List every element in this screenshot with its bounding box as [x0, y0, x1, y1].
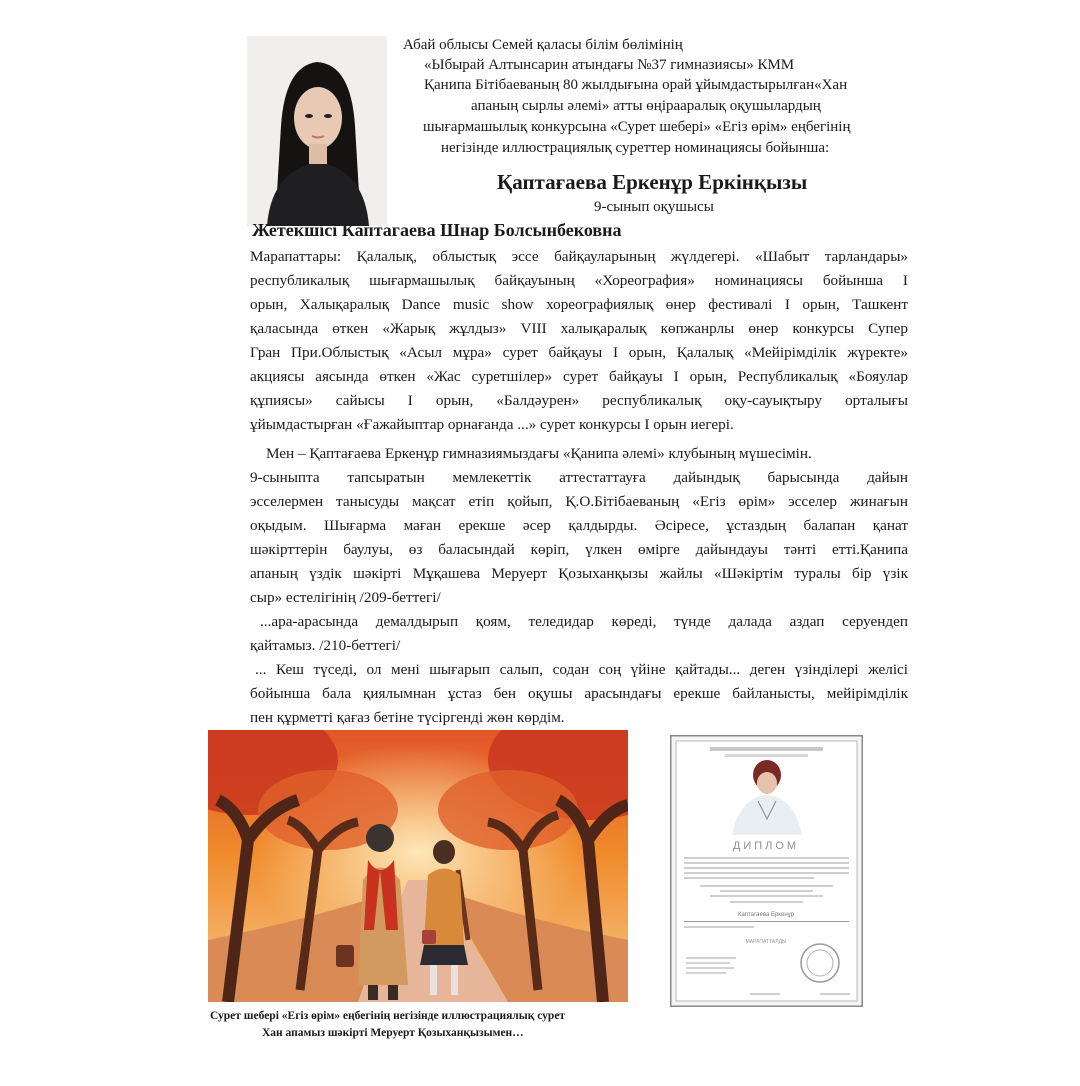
caption-line-2: Хан апамыз шәкірті Меруерт Қозыханқызымен… [262, 1027, 524, 1039]
essay-quote: ... Кеш түседі, ол мені шығарып салып, содан соң үйіне қайтады... деген үзінділері желісі [255, 661, 908, 678]
essay-intro: Мен – Қаптағаева Еркенұр гимназиямыздағы «Қанипа әлемі» клубының мүшесімін. [266, 445, 812, 462]
mentor-name: Жетекшісі Каптагаева Шнар Болсынбековна [252, 220, 622, 240]
essay-line: сыр» естелігінің /209-беттегі/ [250, 589, 441, 606]
header-line-6: негізінде иллюстрациялық суреттер номинациясы бойынша: [441, 140, 830, 156]
diploma-section: МАРАПАТТАЛДЫ [745, 939, 787, 945]
header-line-2: «Ыбырай Алтынсарин атындағы №37 гимназиясы» КММ [424, 57, 795, 73]
header-line-4: апаның сырлы әлемі» атты өңірааралық оқушылардың [471, 98, 821, 114]
essay-line: апаның үздік шәкірті Мұқашева Меруерт Қозыханқызы жайлы «Шәкіртім туралы бір үзік [250, 565, 908, 582]
awards-line: ұйымдастырған «Ғажайыптар орнағанда ...» сурет конкурсы I орын иегері. [250, 416, 734, 433]
awards-line: республикалық шығармашылық байқауының «Хореография» номинациясы бойынша I [250, 272, 908, 289]
student-grade: 9-сынып оқушысы [594, 199, 714, 215]
awards-line: құпиясы» сайысы I орын, «Балдәурен» республикалық оқу-сауықтыру орталығы [250, 392, 908, 409]
essay-line: оқыдым. Шығарма маған ерекше әсер қалдырды. Әсіресе, ұстаздың балапан қанат [250, 517, 908, 534]
essay-quote: қайтамыз. /210-беттегі/ [250, 637, 401, 654]
essay-line: бойынша бала қиялымнан ұстаз бен оқушы арасындағы ерекше байланысты, мейірімділік [250, 685, 908, 702]
awards-line: Марапаттары: Қалалық, облыстық эссе байқауларының жүлдегері. «Шабыт тарландары» [250, 248, 908, 265]
essay-line: 9-сыныпта тапсыратын мемлекеттік аттестаттауға дайындық барысында дайын [250, 469, 908, 486]
caption-line-1: Сурет шебері «Егіз өрім» еңбегінің негізінде иллюстрациялық сурет [210, 1010, 566, 1022]
awards-line: Гран При.Облыстық «Асыл мұра» сурет байқауы I орын, Қалалық «Мейірімділік жүректе» [250, 344, 908, 361]
essay-paragraph [250, 442, 908, 730]
essay-line: шәкірттерін баулуы, өз баласындай көріп, үлкен өмірге дайындауы тәнті етті.Қанипа [250, 541, 908, 558]
student-name: Қаптағаева Еркенұр Еркінқызы [497, 170, 808, 194]
diploma-title: ДИПЛОМ [732, 840, 800, 852]
awards-line: акциясы аясында өткен «Жас суретшілер» сурет байқауы I орын, Республикалық «Бояулар [250, 368, 908, 385]
essay-line: пен құрметті қағаз бетіне түсіргенді жөн көрдім. [250, 709, 565, 726]
awards-paragraph [250, 245, 908, 437]
diploma-image [670, 735, 863, 1007]
student-photo [247, 36, 387, 226]
awards-line: қаласында өткен «Жарық жұлдыз» VIII халықаралық көпжанрлы өнер конкурсы Супер [250, 320, 908, 337]
essay-quote: ...ара-арасында демалдырып қоям, теледидар көреді, түнде далада аздап серуендеп [260, 613, 908, 630]
essay-line: эсселермен танысуды мақсат етіп қойып, Қ.О.Бітібаеваның «Егіз өрім» эсселер жинағын [250, 493, 908, 510]
header-line-1: Абай облысы Семей қаласы білім бөлімінің [403, 37, 683, 53]
awards-line: орын, Халықаралық Dance music show хореографиялық өнер фестивалі I орын, Ташкент [250, 296, 908, 313]
diploma-awardee: Каптагаева Еркенұр [738, 912, 794, 918]
header-line-5: шығармашылық конкурсына «Сурет шебері» «Егіз өрім» еңбегінің [423, 119, 851, 135]
header-line-3: Қанипа Бітібаеваның 80 жылдығына орай ұйымдастырылған«Хан [424, 77, 848, 93]
illustration-drawing [208, 730, 628, 1002]
